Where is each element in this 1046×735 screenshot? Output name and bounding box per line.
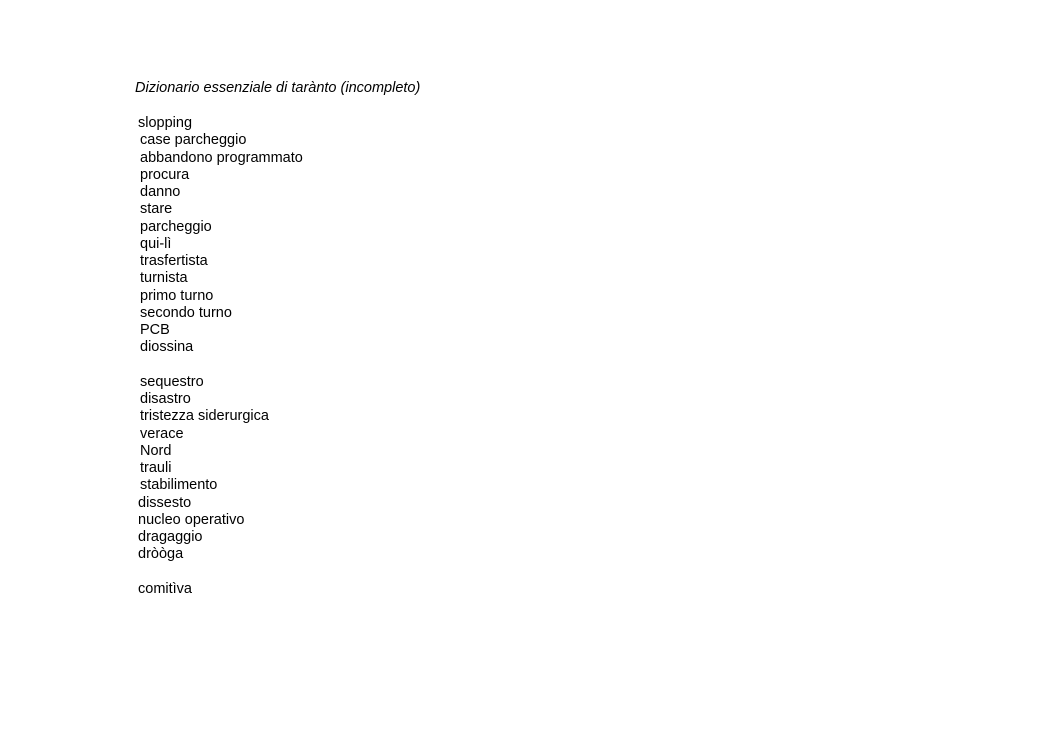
word-list	[138, 115, 303, 598]
list-item: trauli	[140, 460, 172, 476]
list-item: parcheggio	[140, 218, 212, 235]
list-item: PCB	[140, 322, 170, 338]
list-item: stabilimento	[140, 477, 218, 494]
list-item: comitìva	[138, 580, 192, 597]
list-item: nucleo operativo	[138, 511, 245, 528]
list-item: dragaggio	[138, 529, 203, 545]
list-item: disastro	[140, 391, 191, 407]
list-item: trasfertista	[140, 253, 208, 269]
list-item: slopping	[138, 115, 193, 131]
list-item: tristezza siderurgica	[140, 408, 269, 425]
list-item: stare	[140, 201, 173, 218]
list-item: verace	[140, 425, 184, 442]
group-spacer	[138, 357, 303, 374]
list-item: abbandono programmato	[140, 149, 303, 166]
list-item: secondo turno	[140, 304, 232, 321]
list-item: procura	[140, 166, 190, 183]
list-item: primo turno	[140, 287, 214, 304]
group-spacer	[138, 564, 303, 581]
document-title: Dizionario essenziale di tarànto (incompleto)	[135, 80, 421, 96]
list-item: case parcheggio	[140, 132, 247, 149]
list-item: diossina	[140, 339, 194, 356]
list-item: turnista	[140, 270, 188, 287]
list-item: dissesto	[138, 494, 192, 511]
list-item: qui-lì	[140, 235, 172, 252]
list-item: Nord	[140, 442, 172, 459]
list-item: danno	[140, 184, 181, 200]
list-item: dròòga	[138, 546, 184, 563]
list-item: sequestro	[140, 373, 204, 390]
